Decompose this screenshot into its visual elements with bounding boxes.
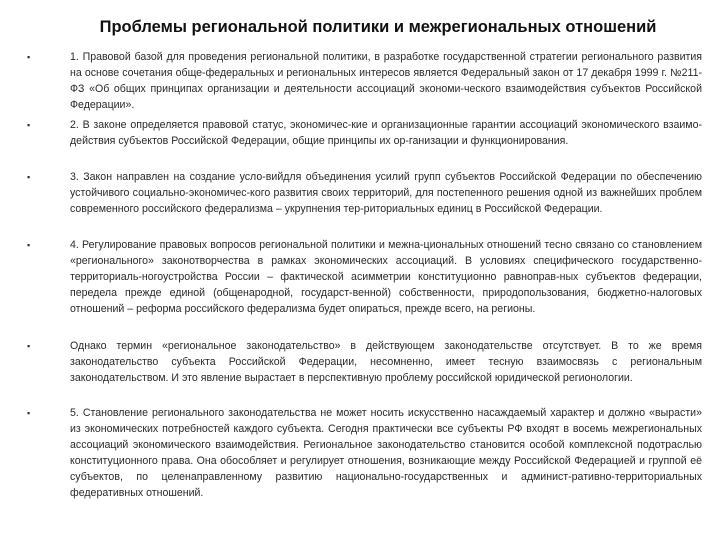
list-item-text: 2. В законе определяется правовой статус, экономичес-кие и организационные гарантии ассоциаций экономического взаимо-действия субъектов Российской Федерации, общие принципы их ор-ганизации и функционирования.: [70, 119, 702, 147]
bullet-icon: ▪: [27, 52, 31, 62]
bullet-icon: ▪: [27, 172, 31, 182]
list-item: [27, 117, 702, 149]
bullet-icon: ▪: [27, 120, 31, 130]
list-item: [27, 405, 702, 501]
bullet-icon: ▪: [27, 341, 31, 351]
bullet-icon: ▪: [27, 408, 31, 418]
page-title: Проблемы региональной политики и межрегиональных отношений: [99, 18, 657, 36]
list-item: [27, 169, 702, 217]
bullet-icon: ▪: [27, 240, 31, 250]
list-item: [27, 49, 702, 113]
list-item-text: 5. Становление регионального законодательства не может носить искусственно насаждаемый характер и должно «вырасти» из экономических потребностей каждого субъекта. Сегодня практически все субъекты РФ входят в восемь межрегиональных ассоциаций экономического взаимодействия. Региональное законодательство становится особой комплексной подотраслью конституционного права. Она обособляет и регулирует отношения, возникающие между Российской Федерацией и группой её субъектов, по целенаправленному развитию национально-государственных и админист-ративно-территориальных федеративных отношений.: [70, 407, 702, 499]
list-item-text: 3. Закон направлен на создание усло-вийдля объединения усилий групп субъектов Российской Федерации по обеспечению устойчивого социально-экономичес-кого развития своих территорий, для постепенного решения одной из важнейших проблем современного российского федерализма – укрупнения тер-риториальных единиц в Российской Федерации.: [70, 171, 702, 215]
list-item: [27, 237, 702, 317]
list-item-text: 1. Правовой базой для проведения региональной политики, в разработке государственной стратегии регионального развития на основе сочетания обще-федеральных и региональных интересов является Федеральный закон от 17 декабря 1999 г. №211-ФЗ «Об общих принципах организации и деятельности ассоциаций экономи-ческого взаимодействия субъектов Российской Федерации».: [70, 51, 702, 111]
list-item-text: 4. Регулирование правовых вопросов региональной политики и межна-циональных отношений тесно связано со становлением «регионального» законотворчества в рамках экономических ассоциаций. В условиях специфического государственно-территориаль-ногоустройства России – фактической асимметрии конституционно равноправ-ных субъектов федерации, передела прежде единой (общенародной, государст-венной) собственности, природопользования, бюджетно-налоговых отношений – реформа российского федерализма будет опираться, прежде всего, на регионы.: [70, 239, 702, 315]
list-item-text: Однако термин «региональное законодательство» в действующем законодательстве отсутствует. В то же время законодательство субъекта Российской Федерации, несомненно, имеет тесную взаимосвязь с региональным законодательством. И это явление вырастает в перспективную проблему российской юридической регионологии.: [70, 340, 702, 384]
list-item: [27, 338, 702, 386]
